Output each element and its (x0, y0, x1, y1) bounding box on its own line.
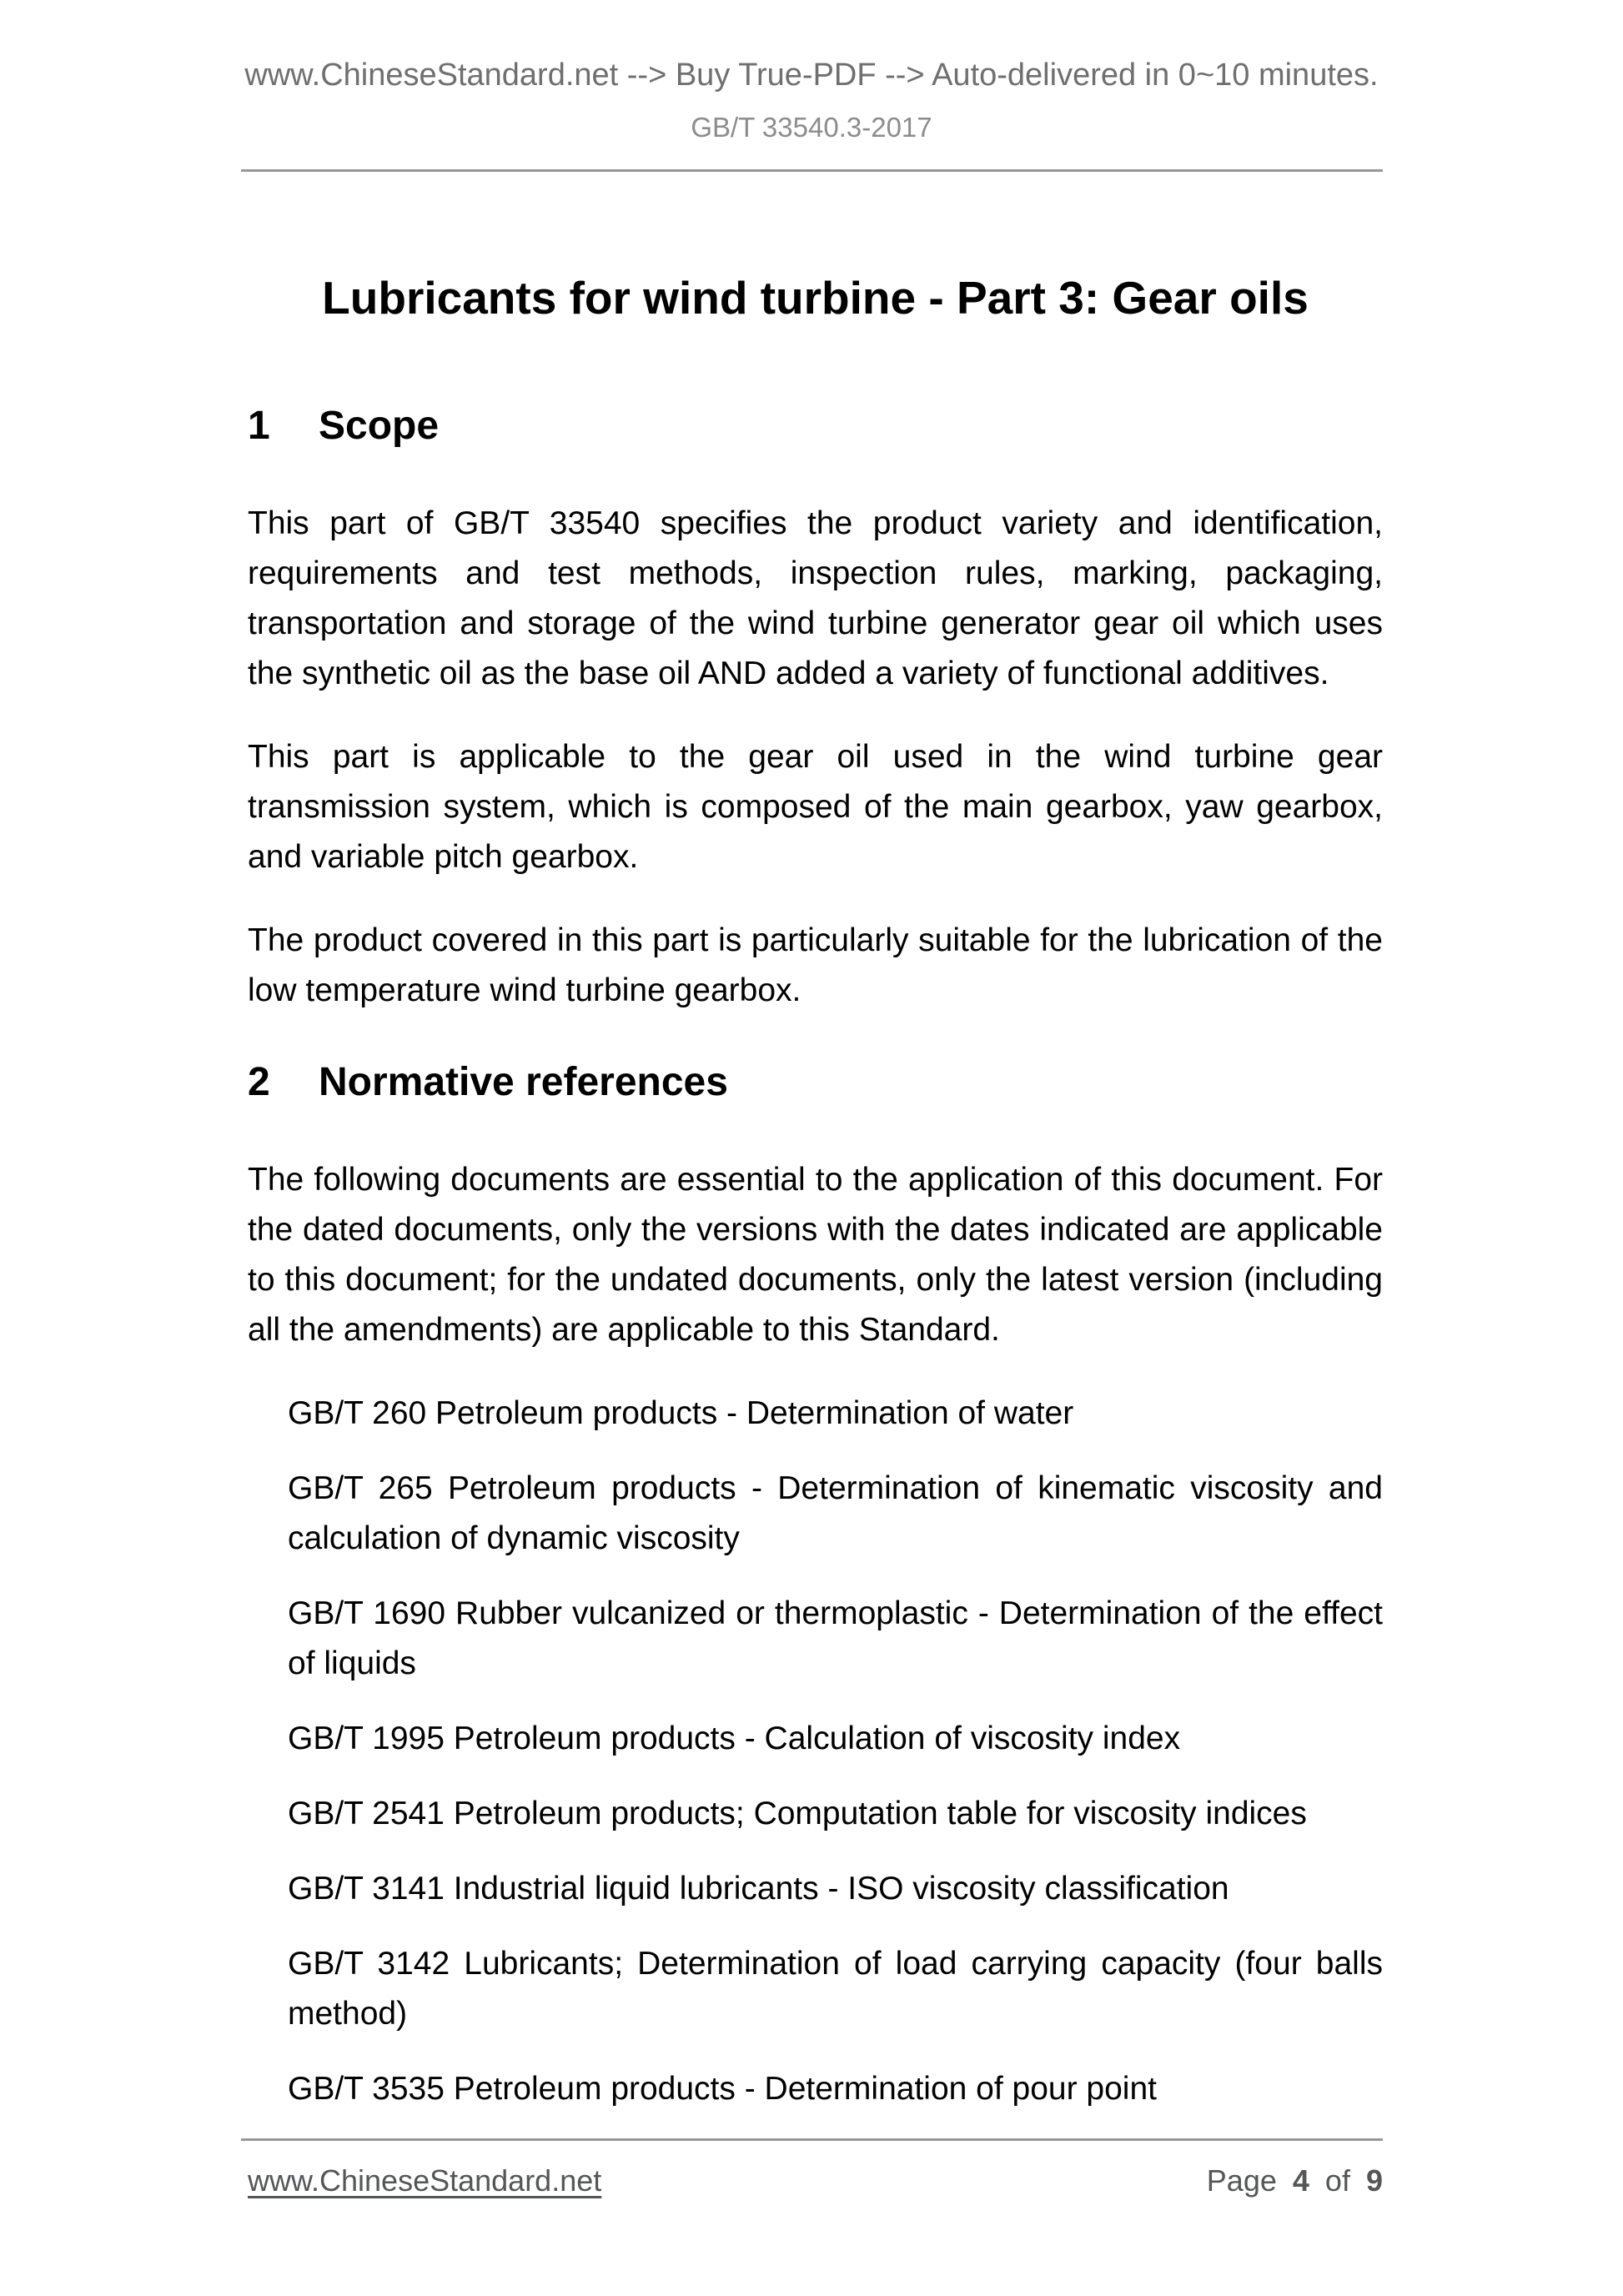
document-body (248, 271, 1383, 2139)
reference-item: GB/T 2541 Petroleum products; Computation table for viscosity indices (288, 1796, 1307, 1831)
paragraph: This part is applicable to the gear oil used in the wind turbine gear transmission system, which is composed of the main gearbox, yaw gearbox, and variable pitch gearbox. (248, 739, 1383, 875)
footer (248, 2162, 1383, 2200)
document-title: Lubricants for wind turbine - Part 3: Gear oils (322, 272, 1309, 324)
section-number: 2 (248, 1060, 270, 1104)
page-label: Page (1206, 2163, 1277, 2198)
section-number: 1 (248, 404, 270, 448)
reference-item: GB/T 3142 Lubricants; Determination of load carrying capacity (four balls method) (288, 1946, 1383, 2032)
reference-item: GB/T 3535 Petroleum products - Determination of pour point (288, 2071, 1157, 2107)
of-label: of (1324, 2163, 1350, 2198)
reference-item: GB/T 1995 Petroleum products - Calculation of viscosity index (288, 1721, 1181, 1756)
section-heading-label: Normative references (319, 1060, 728, 1104)
reference-item: GB/T 3141 Industrial liquid lubricants - ISO viscosity classification (288, 1871, 1229, 1907)
paragraph: The product covered in this part is particularly suitable for the lubrication of the low temperature wind turbine gearbox. (248, 922, 1383, 1008)
page-current: 4 (1292, 2163, 1309, 2198)
header-banner-text: www.ChineseStandard.net --> Buy True-PDF --> Auto-delivered in 0~10 minutes. (244, 58, 1379, 93)
paragraph: The following documents are essential to the application of this document. For the dated documents, only the versions with the dates indicated are applicable to this document; for the undated documents, only the latest version (including all the amendments) are applicable to this Standard. (248, 1162, 1383, 1348)
reference-item: GB/T 260 Petroleum products - Determination of water (288, 1395, 1074, 1431)
header-doc-code: GB/T 33540.3-2017 (691, 112, 932, 143)
page-total: 9 (1365, 2163, 1383, 2198)
paragraph: This part of GB/T 33540 specifies the product variety and identification, requirements and test methods, inspection rules, marking, packaging, transportation and storage of the wind turbine generator gear oil which uses the synthetic oil as the base oil AND added a variety of functional additives. (248, 505, 1383, 691)
section-heading-normative-references (248, 1058, 1383, 1107)
section-heading-label: Scope (319, 404, 440, 448)
header-rule (241, 169, 1383, 172)
footer-rule (241, 2138, 1383, 2141)
reference-item: GB/T 1690 Rubber vulcanized or thermoplastic - Determination of the effect of liquids (288, 1595, 1383, 1681)
reference-item: GB/T 265 Petroleum products - Determination of kinematic viscosity and calculation of dynamic viscosity (288, 1470, 1383, 1556)
page-indicator (1207, 2162, 1383, 2200)
reference-list (248, 1389, 1383, 2114)
section-heading-scope (248, 401, 1383, 450)
footer-site-link[interactable]: www.ChineseStandard.net (248, 2163, 602, 2198)
